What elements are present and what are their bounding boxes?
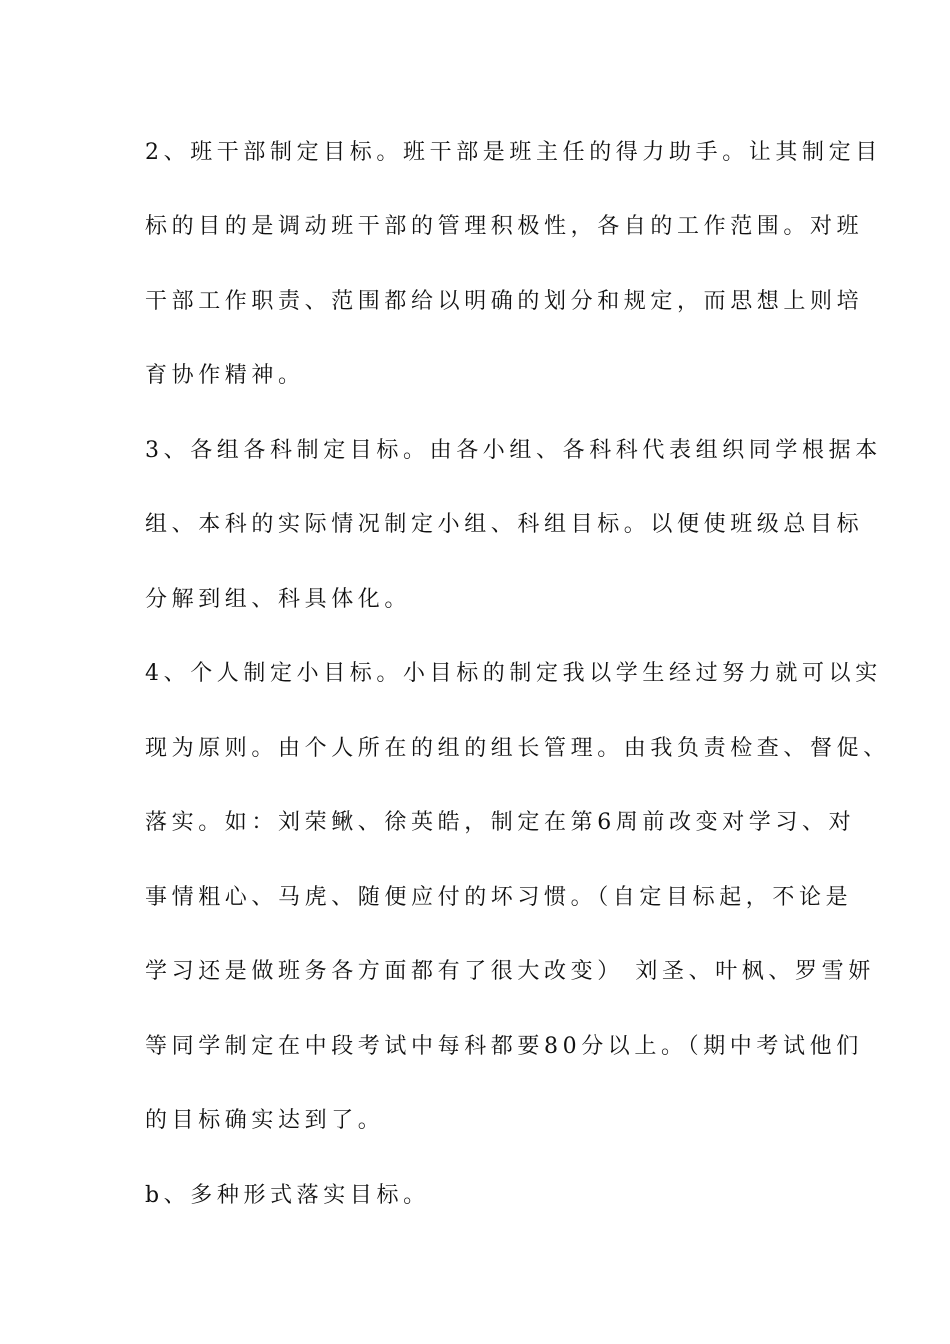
text-line: 的目标确实达到了。 [145,1108,385,1133]
text-line: 落实。如：刘荣鳅、徐英皓，制定在第6周前改变对学习、对 [145,810,856,835]
text-line: 分解到组、科具体化。 [145,587,412,612]
text-line: 4、个人制定小目标。小目标的制定我以学生经过努力就可以实 [145,661,882,686]
text-line: 组、本科的实际情况制定小组、科组目标。以便使班级总目标 [145,512,864,537]
text-line: 干部工作职责、范围都给以明确的划分和规定，而思想上则培 [145,289,864,314]
text-line: 等同学制定在中段考试中每科都要80分以上。（期中考试他们 [145,1034,863,1059]
text-line: 育协作精神。 [145,363,305,388]
text-line: 2、班干部制定目标。班干部是班主任的得力助手。让其制定目 [145,140,882,165]
text-line: b、多种形式落实目标。 [145,1183,430,1208]
text-line: 事情粗心、马虎、随便应付的坏习惯。（自定目标起，不论是 [145,885,853,910]
text-line: 学习还是做班务各方面都有了很大改变） 刘圣、叶枫、罗雪妍 [145,959,875,984]
text-line: 现为原则。由个人所在的组的组长管理。由我负责检查、督促、 [145,736,890,761]
text-line: 标的目的是调动班干部的管理积极性，各自的工作范围。对班 [145,214,864,239]
text-line: 3、各组各科制定目标。由各小组、各科科代表组织同学根据本 [145,438,882,463]
